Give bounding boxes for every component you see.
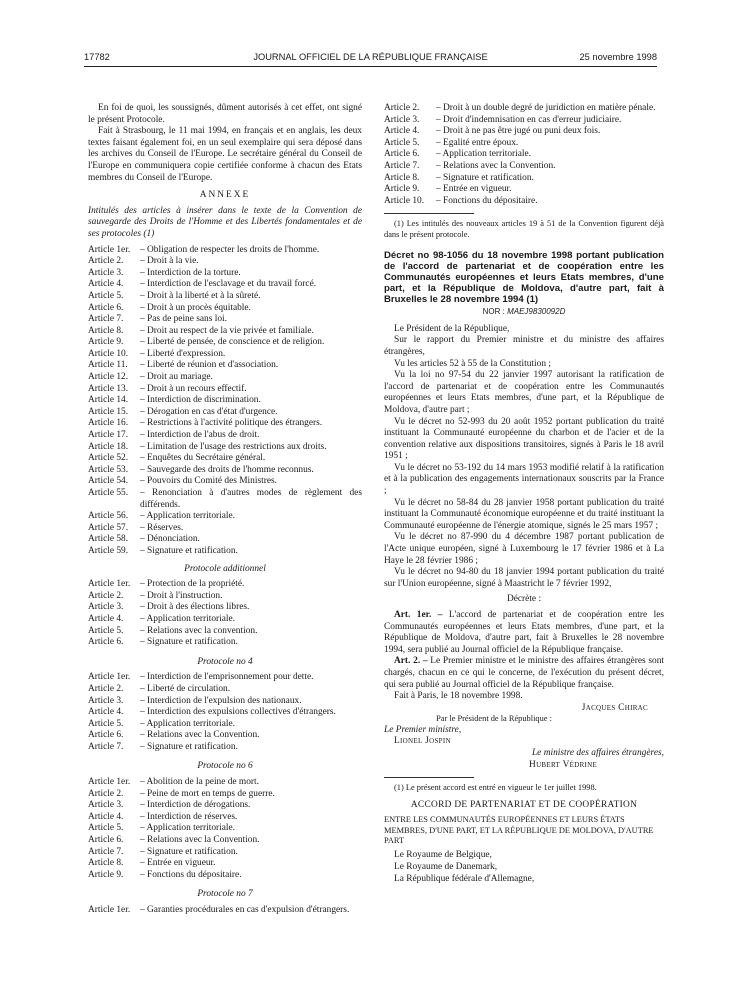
convention-article-list xyxy=(88,245,362,558)
article-row xyxy=(384,173,664,185)
article-heading: – Signature et ratification. xyxy=(436,172,534,183)
party-line: Le Royaume de Danemark, xyxy=(394,861,498,872)
article-row xyxy=(88,245,362,257)
article-number: Article 8. xyxy=(384,172,420,183)
article-number: Article 17. xyxy=(88,430,129,441)
article-number: Article 57. xyxy=(88,522,129,533)
article-row xyxy=(384,196,664,208)
article-row xyxy=(384,149,664,161)
article-heading: – Droit à la vie. xyxy=(140,256,199,267)
article-number: Article 53. xyxy=(88,464,129,475)
nor-label: NOR : xyxy=(482,307,505,317)
article-number: Article 7. xyxy=(88,846,124,857)
article-number: Article 4. xyxy=(384,126,420,137)
article-row xyxy=(88,742,362,754)
article-row xyxy=(88,268,362,280)
vu-paragraph: Vu le décret no 94-80 du 18 janvier 1994 portant publication du traité sur l'Union européenne, signé à Maastricht le 7 février 1992, xyxy=(384,567,664,589)
article-number: Article 54. xyxy=(88,476,129,487)
accord-subtitle: ENTRE LES COMMUNAUTÉS EUROPÉENNES ET LEURS ÉTATS MEMBRES, D'UNE PART, ET LA RÉPUBLIQUE DE MOLDOVA, D'AUTRE PART xyxy=(384,815,654,845)
article-heading: – Egalité entre époux. xyxy=(436,137,519,148)
article-heading: – Renonciation à d'autres modes de règlement des différends. xyxy=(140,488,362,510)
article-number: Article 5. xyxy=(88,718,124,729)
article-row xyxy=(88,314,362,326)
article-row xyxy=(88,395,362,407)
article-heading: – Droit à un procès équitable. xyxy=(140,302,251,313)
protocole6-list xyxy=(88,777,362,881)
protocole-additionnel-list xyxy=(88,579,362,649)
article-heading: – Pouvoirs du Comité des Ministres. xyxy=(140,476,277,487)
article-row xyxy=(88,812,362,824)
article-number: Article 4. xyxy=(88,279,124,290)
article-heading: – Droit à la liberté et à la sûreté. xyxy=(140,290,261,301)
article-row xyxy=(88,789,362,801)
article-row xyxy=(88,591,362,603)
article-row xyxy=(88,326,362,338)
article-row xyxy=(88,672,362,684)
article-number: Article 3. xyxy=(384,114,420,125)
article-row xyxy=(88,453,362,465)
article-heading: – Interdiction de dérogations. xyxy=(140,800,251,811)
article-heading: – Pas de peine sans loi. xyxy=(140,314,227,325)
par-le-president: Par le Président de la République : xyxy=(436,714,552,724)
article-heading: – Sauvegarde des droits de l'homme reconnus. xyxy=(140,464,314,475)
article-heading: – Fonctions du dépositaire. xyxy=(436,195,538,206)
signature-paragraph: Fait à Strasbourg, le 11 mai 1994, en français et en anglais, les deux textes faisant également foi, en un seul exemplaire qui sera déposé dans les archives du Conseil de l'Europe. Le secrétaire général du Conseil de l'Europe en communiquera copie certifiée conforme à chacun des Etats membres du Conseil de l'Europe. xyxy=(88,126,362,183)
article-number: Article 9. xyxy=(88,869,124,880)
article-row xyxy=(88,637,362,649)
article-number: Article 4. xyxy=(88,613,124,624)
protocole7-list xyxy=(88,905,362,917)
article-row xyxy=(88,719,362,731)
article-2-label: Art. 2. – xyxy=(394,656,428,667)
article-row xyxy=(384,126,664,138)
article-row xyxy=(88,465,362,477)
party-line: La République fédérale d'Allemagne, xyxy=(394,873,535,884)
article-row xyxy=(88,626,362,638)
article-number: Article 5. xyxy=(88,290,124,301)
article-row xyxy=(88,905,362,917)
protocole4-title: Protocole no 4 xyxy=(197,656,253,667)
article-row xyxy=(384,103,664,115)
article-row xyxy=(88,476,362,488)
article-heading: – Dérogation en cas d'état d'urgence. xyxy=(140,406,278,417)
article-heading: – Interdiction de l'expulsion des nationaux. xyxy=(140,695,302,706)
article-row xyxy=(88,730,362,742)
article-row xyxy=(384,184,664,196)
article-heading: – Liberté de réunion et d'association. xyxy=(140,360,279,371)
article-heading: – Droit au mariage. xyxy=(140,372,213,383)
right-column xyxy=(384,103,664,885)
article-row xyxy=(88,579,362,591)
decree-title: Décret no 98-1056 du 18 novembre 1998 portant publication de l'accord de partenariat et de coopération entre les Communautés européennes et leurs Etats membres, d'une part, et la République de Moldova, d'autre part, fait à Bruxelles le 28 novembre 1994 (1) xyxy=(384,250,664,306)
article-heading: – Interdiction de l'esclavage et du travail forcé. xyxy=(140,279,317,290)
article-row xyxy=(88,303,362,315)
parties-list xyxy=(384,850,664,885)
article-1 xyxy=(384,610,664,656)
article-number: Article 3. xyxy=(88,267,124,278)
article-heading: – Restrictions à l'activité politique des étrangers. xyxy=(140,418,323,429)
left-column xyxy=(88,103,362,917)
article-heading: – Droit à un recours effectif. xyxy=(140,383,247,394)
article-number: Article 2. xyxy=(88,590,124,601)
article-number: Article 1er. xyxy=(88,579,131,590)
minister-title: Le ministre des affaires étrangères, xyxy=(531,747,664,758)
article-number: Article 3. xyxy=(88,602,124,613)
article-number: Article 3. xyxy=(88,695,124,706)
minister-name: Hubert Védrine xyxy=(529,759,598,770)
article-1-text: L'accord de partenariat et de coopération entre les Communautés européennes et leurs Etats membres, d'une part, et la République de Moldova, d'autre part, fait à Bruxelles le 28 novembre 1994, sera publié au Journal officiel de la République française. xyxy=(384,610,665,655)
article-heading: – Interdiction des expulsions collectives d'étrangers. xyxy=(140,707,336,718)
article-heading: – Droit à des élections libres. xyxy=(140,602,250,613)
footnote-rule-2 xyxy=(384,777,474,778)
vu-paragraph: Sur le rapport du Premier ministre et du ministre des affaires étrangères, xyxy=(384,335,664,357)
article-number: Article 8. xyxy=(88,858,124,869)
article-row xyxy=(88,430,362,442)
article-number: Article 6. xyxy=(88,835,124,846)
article-1-label: Art. 1er. – xyxy=(394,610,443,620)
annexe-title: ANNEXE xyxy=(199,190,251,201)
article-row xyxy=(384,115,664,127)
article-row xyxy=(88,614,362,626)
article-row xyxy=(88,684,362,696)
article-number: Article 3. xyxy=(88,800,124,811)
article-2 xyxy=(384,656,664,691)
article-number: Article 16. xyxy=(88,418,129,429)
article-row xyxy=(88,418,362,430)
article-number: Article 1er. xyxy=(88,672,131,683)
article-heading: – Liberté de circulation. xyxy=(140,683,231,694)
protocole6-title: Protocole no 6 xyxy=(197,761,253,772)
issue-date: 25 novembre 1998 xyxy=(579,52,657,62)
footnote-2: (1) Le présent accord est entré en vigueur le 1er juillet 1998. xyxy=(394,783,597,793)
article-heading: – Application territoriale. xyxy=(140,718,236,729)
page-header xyxy=(84,52,657,66)
article-number: Article 6. xyxy=(88,637,124,648)
article-heading: – Application territoriale. xyxy=(436,149,532,160)
decrete-line: Décrète : xyxy=(506,594,542,605)
article-heading: – Interdiction de l'abus de droit. xyxy=(140,430,260,441)
article-heading: – Relations avec la Convention. xyxy=(436,160,556,171)
article-row xyxy=(88,337,362,349)
protocole7-continued-list xyxy=(384,103,664,207)
article-row xyxy=(88,488,362,511)
article-row xyxy=(88,847,362,859)
article-number: Article 9. xyxy=(88,337,124,348)
article-number: Article 9. xyxy=(384,184,420,195)
closing-paragraph: En foi de quoi, les soussignés, dûment autorisés à cet effet, ont signé le présent Protocole. xyxy=(88,103,362,125)
party-line: Le Royaume de Belgique, xyxy=(394,850,492,861)
article-heading: – Limitation de l'usage des restrictions aux droits. xyxy=(140,441,327,452)
article-number: Article 52. xyxy=(88,453,129,464)
footnote-1: (1) Les intitulés des nouveaux articles 19 à 51 de la Convention figurent déjà dans le présent protocole. xyxy=(384,219,664,239)
vu-paragraph: Vu la loi no 97-54 du 22 janvier 1997 autorisant la ratification de l'accord de partenariat et de coopération entre les Communautés européennes et leurs Etats membres, d'une part, et la République de Moldova, d'autre part ; xyxy=(384,370,664,415)
article-number: Article 10. xyxy=(384,195,425,206)
article-number: Article 4. xyxy=(88,707,124,718)
article-number: Article 12. xyxy=(88,372,129,383)
vu-paragraph: Vu le décret no 87-990 du 4 décembre 1987 portant publication de l'Acte unique européen, signé à Luxembourg le 17 février 1986 et à La Haye le 28 février 1986 ; xyxy=(384,532,664,566)
article-row xyxy=(88,707,362,719)
vu-paragraph: Vu le décret no 53-192 du 14 mars 1953 modifié relatif à la ratification et à la publication des engagements internationaux souscrits par la France ; xyxy=(384,462,664,497)
article-number: Article 7. xyxy=(88,314,124,325)
article-heading: – Droit à un double degré de juridiction en matière pénale. xyxy=(436,103,656,113)
article-heading: – Interdiction de l'emprisonnement pour dette. xyxy=(140,672,314,683)
article-number: Article 56. xyxy=(88,511,129,522)
article-row xyxy=(88,823,362,835)
article-heading: – Entrée en vigueur. xyxy=(436,184,512,195)
article-row xyxy=(88,800,362,812)
protocole7-title: Protocole no 7 xyxy=(197,889,253,900)
article-heading: – Enquêtes du Secrétaire général. xyxy=(140,453,266,464)
article-heading: – Interdiction de discrimination. xyxy=(140,395,261,406)
article-row xyxy=(88,835,362,847)
article-row xyxy=(88,777,362,789)
article-heading: – Application territoriale. xyxy=(140,613,236,624)
article-2-text: Le Premier ministre et le ministre des affaires étrangères sont chargés, chacun en ce qui le concerne, de l'exécution du présent décret, qui sera publié au Journal officiel de la République française. xyxy=(384,656,664,690)
accord-title: ACCORD DE PARTENARIAT ET DE COOPÉRATION xyxy=(410,799,638,810)
article-heading: – Liberté d'expression. xyxy=(140,348,226,359)
article-row xyxy=(88,279,362,291)
article-heading: – Signature et ratification. xyxy=(140,545,238,556)
article-heading: – Droit à ne pas être jugé ou puni deux fois. xyxy=(436,126,601,137)
article-number: Article 15. xyxy=(88,406,129,417)
article-row xyxy=(88,696,362,708)
article-row xyxy=(88,870,362,882)
article-row xyxy=(88,511,362,523)
article-heading: – Relations avec la Convention. xyxy=(140,730,260,741)
president-line: Le Président de la République, xyxy=(394,323,510,334)
article-heading: – Droit d'indemnisation en cas d'erreur judiciaire. xyxy=(436,114,622,125)
article-row xyxy=(88,523,362,535)
article-number: Article 58. xyxy=(88,534,129,545)
article-number: Article 11. xyxy=(88,360,128,371)
article-number: Article 13. xyxy=(88,383,129,394)
article-heading: – Interdiction de réserves. xyxy=(140,811,238,822)
article-row xyxy=(88,360,362,372)
article-row xyxy=(88,349,362,361)
article-row xyxy=(88,256,362,268)
article-row xyxy=(88,442,362,454)
article-row xyxy=(88,534,362,546)
article-number: Article 7. xyxy=(384,160,420,171)
article-row xyxy=(88,372,362,384)
pm-name: Lionel Jospin xyxy=(394,736,451,747)
article-heading: – Relations avec la convention. xyxy=(140,625,258,636)
article-heading: – Protection de la propriété. xyxy=(140,579,245,590)
president-signature: Jacques Chirac xyxy=(581,702,648,713)
article-heading: – Fonctions du dépositaire. xyxy=(140,869,242,880)
article-row xyxy=(88,407,362,419)
protocole-additionnel-title: Protocole additionnel xyxy=(184,563,266,574)
page-number: 17782 xyxy=(84,52,110,62)
article-number: Article 5. xyxy=(384,137,420,148)
article-number: Article 5. xyxy=(88,625,124,636)
article-number: Article 6. xyxy=(88,730,124,741)
vu-paragraph: Vu le décret no 58-84 du 28 janvier 1958 portant publication du traité instituant la Communauté économique européenne et du traité instituant la Communauté européenne de l'énergie atomique, signés le 25 mars 1957 ; xyxy=(384,497,664,531)
article-heading: – Signature et ratification. xyxy=(140,637,238,648)
article-number: Article 2. xyxy=(88,683,124,694)
article-number: Article 10. xyxy=(88,348,129,359)
article-number: Article 14. xyxy=(88,395,129,406)
article-row xyxy=(88,384,362,396)
article-heading: – Interdiction de la torture. xyxy=(140,267,241,278)
vu-list xyxy=(384,335,664,590)
article-number: Article 1er. xyxy=(88,905,131,915)
article-number: Article 2. xyxy=(88,788,124,799)
article-heading: – Liberté de pensée, de conscience et de religion. xyxy=(140,337,325,348)
article-number: Article 6. xyxy=(88,302,124,313)
protocole4-list xyxy=(88,672,362,753)
article-number: Article 8. xyxy=(88,325,124,336)
fait-line: Fait à Paris, le 18 novembre 1998. xyxy=(394,691,523,702)
article-heading: – Réserves. xyxy=(140,522,184,533)
article-number: Article 2. xyxy=(384,103,420,113)
article-number: Article 2. xyxy=(88,256,124,267)
article-heading: – Application territoriale. xyxy=(140,823,236,834)
article-heading: – Signature et ratification. xyxy=(140,846,238,857)
article-number: Article 55. xyxy=(88,488,129,498)
vu-paragraph: Vu les articles 52 à 55 de la Constitution ; xyxy=(394,358,551,369)
article-row xyxy=(384,161,664,173)
article-number: Article 59. xyxy=(88,545,129,556)
article-row xyxy=(88,858,362,870)
article-number: Article 6. xyxy=(384,149,420,160)
header-rule xyxy=(84,66,657,67)
article-number: Article 7. xyxy=(88,741,124,752)
article-heading: – Entrée en vigueur. xyxy=(140,858,216,869)
article-heading: – Droit à l'instruction. xyxy=(140,590,223,601)
journal-title: JOURNAL OFFICIEL DE LA RÉPUBLIQUE FRANÇAISE xyxy=(253,52,488,62)
article-heading: – Garanties procédurales en cas d'expulsion d'étrangers. xyxy=(140,905,350,915)
article-heading: – Relations avec la Convention. xyxy=(140,835,260,846)
article-heading: – Peine de mort en temps de guerre. xyxy=(140,788,275,799)
annexe-intro: Intitulés des articles à insérer dans le texte de la Convention de sauvegarde des Droits de l'Homme et des Libertés fondamentales et de ses protocoles (1) xyxy=(88,205,362,239)
article-row xyxy=(88,546,362,558)
article-row xyxy=(88,602,362,614)
article-row xyxy=(88,291,362,303)
article-number: Article 1er. xyxy=(88,244,131,255)
article-number: Article 1er. xyxy=(88,777,131,788)
nor-code: MAEJ9830092D xyxy=(507,307,566,317)
article-row xyxy=(384,138,664,150)
article-heading: – Dénonciation. xyxy=(140,534,200,545)
article-number: Article 18. xyxy=(88,441,129,452)
article-heading: – Signature et ratification. xyxy=(140,741,238,752)
article-number: Article 4. xyxy=(88,811,124,822)
article-number: Article 5. xyxy=(88,823,124,834)
vu-paragraph: Vu le décret no 52-993 du 20 août 1952 portant publication du traité instituant la Communauté européenne du charbon et de l'acier et de la convention relative aux dispositions transitoires, signés à Paris le 18 avril 1951 ; xyxy=(384,416,664,462)
article-heading: – Abolition de la peine de mort. xyxy=(140,777,259,788)
pm-title: Le Premier ministre, xyxy=(384,724,462,735)
article-heading: – Obligation de respecter les droits de l'homme. xyxy=(140,244,320,255)
footnote-rule xyxy=(384,213,474,214)
article-heading: – Droit au respect de la vie privée et familiale. xyxy=(140,325,314,336)
article-heading: – Application territoriale. xyxy=(140,511,236,522)
nor-reference xyxy=(384,306,664,318)
